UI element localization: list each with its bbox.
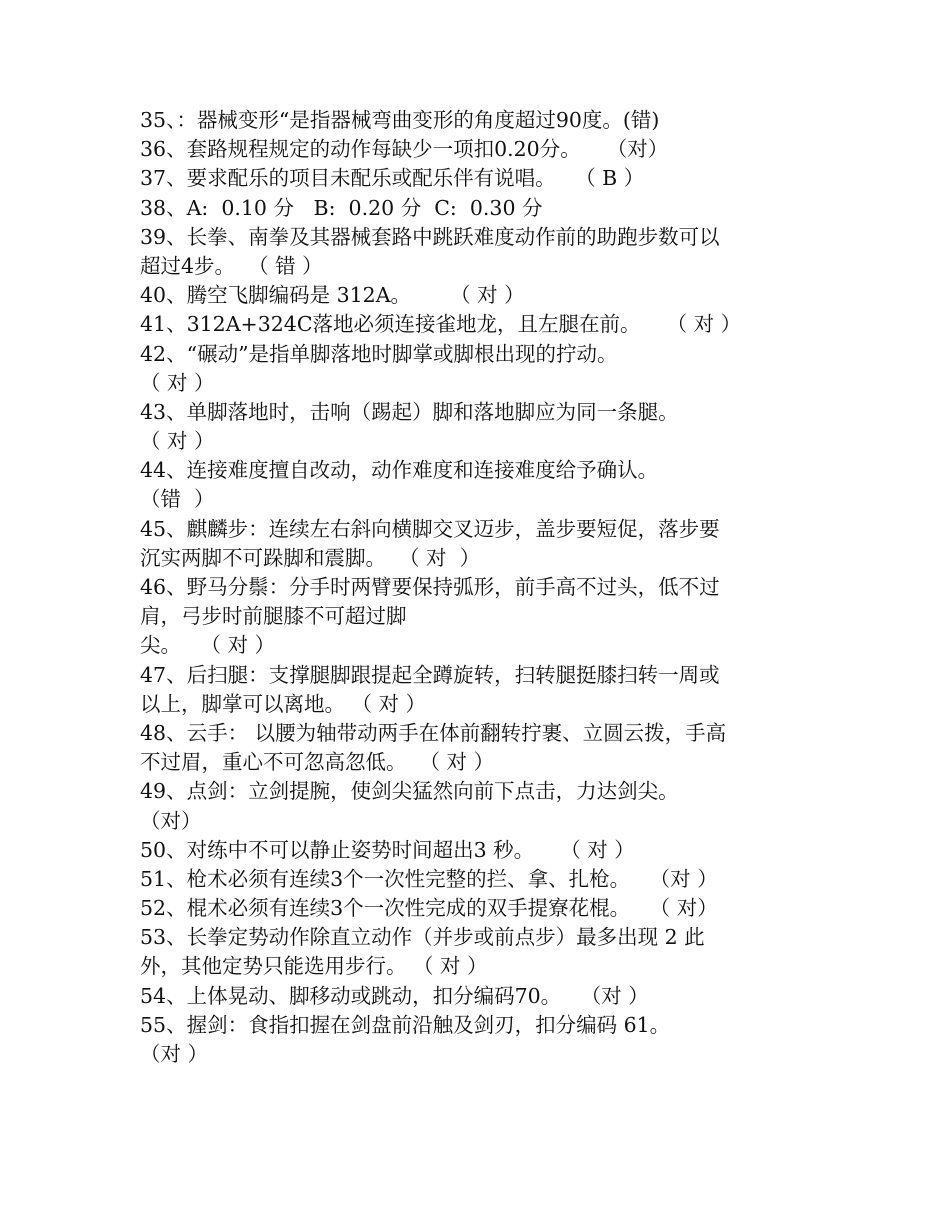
text-line-53: 53、长拳定势动作除直立动作（并步或前点步）最多出现 2 此	[140, 925, 705, 950]
document-page	[140, 106, 816, 1069]
text-line-45-cont: 沉实两脚不可跺脚和震脚。 （ 对 ）	[140, 545, 481, 570]
text-line-38: 38、A: 0.10 分 B: 0.20 分 C: 0.30 分	[140, 195, 543, 220]
text-line-53-cont: 外，其他定势只能选用步行。 （ 对 ）	[140, 954, 488, 979]
text-line-46: 46、野马分鬃：分手时两臂要保持弧形，前手高不过头，低不过	[140, 575, 720, 599]
text-line-55-cont: （对 ）	[140, 1042, 209, 1066]
text-line-49: 49、点剑：立剑提腕，使剑尖猛然向前下点击，力达剑尖。	[140, 779, 679, 804]
text-line-46-cont: 肩，弓步时前腿膝不可超过脚	[140, 604, 407, 629]
text-line-45: 45、麒麟步：连续左右斜向横脚交叉迈步，盖步要短促，落步要	[140, 516, 720, 541]
text-line-37: 37、要求配乐的项目未配乐或配乐伴有说唱。 （ B ）	[140, 166, 645, 191]
text-line-54: 54、上体晃动、脚移动或跳动，扣分编码70。 （对 ）	[140, 983, 649, 1008]
text-line-47: 47、后扫腿：支撑腿脚跟提起全蹲旋转，扫转腿挺膝扫转一周或	[140, 662, 720, 687]
text-line-39-cont: 超过4步。 （ 错 ）	[140, 253, 323, 278]
text-line-48-cont: 不过眉，重心不可忽高忽低。 （ 对 ）	[140, 750, 495, 775]
text-line-36: 36、套路规程规定的动作每缺少一项扣0.20分。 （对）	[140, 137, 669, 162]
text-line-43-cont: （ 对 ）	[140, 429, 215, 454]
text-line-40: 40、腾空飞脚编码是 312A。 （ 对 ）	[140, 283, 525, 308]
text-line-42-cont: （ 对 ）	[140, 370, 215, 395]
text-line-35: 35、：器械变形“是指器械弯曲变形的角度超过90度。(错)	[140, 108, 660, 132]
text-line-46-cont2: 尖。 （ 对 ）	[140, 633, 276, 658]
text-line-44: 44、连接难度擅自改动，动作难度和连接难度给予确认。	[140, 458, 659, 483]
text-line-44-cont: （错 ）	[140, 487, 215, 512]
text-line-47-cont: 以上，脚掌可以离地。 （ 对 ）	[140, 691, 427, 716]
text-line-51: 51、枪术必须有连续3个一次性完整的拦、拿、扎枪。 （对 ）	[140, 866, 718, 891]
text-line-39: 39、长拳、南拳及其器械套路中跳跃难度动作前的助跑步数可以	[140, 224, 720, 249]
text-line-50: 50、对练中不可以静止姿势时间超出3 秒。 （ 对 ）	[140, 837, 635, 862]
text-line-49-cont: （对）	[140, 808, 202, 833]
text-line-43: 43、单脚落地时，击响（踢起）脚和落地脚应为同一条腿。	[140, 399, 679, 424]
text-line-48: 48、云手： 以腰为轴带动两手在体前翻转拧裹、立圆云拨，手高	[140, 720, 727, 745]
text-line-52: 52、棍术必须有连续3个一次性完成的双手提寮花棍。 （ 对）	[140, 896, 718, 921]
text-line-42: 42、“碾动”是指单脚落地时脚掌或脚根出现的拧动。	[140, 341, 618, 366]
text-line-41: 41、312A+324C落地必须连接雀地龙，且左腿在前。 （ 对 ）	[140, 312, 742, 337]
text-line-55: 55、握剑：食指扣握在剑盘前沿触及剑刃，扣分编码 61。	[140, 1012, 671, 1037]
